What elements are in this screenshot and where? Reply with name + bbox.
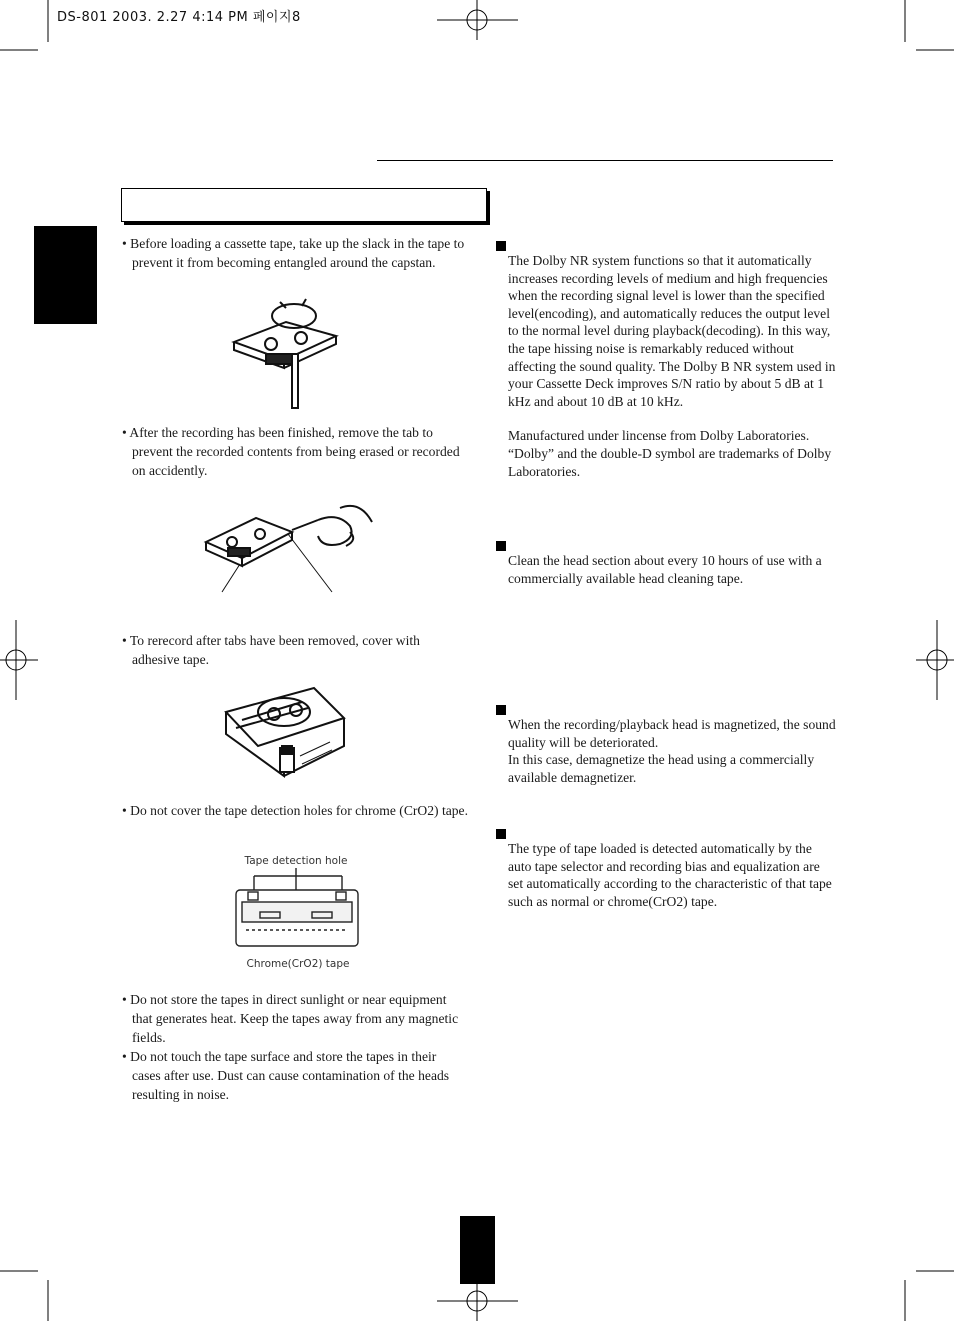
demagnetize-section: When the recording/playback head is magnetized, the sound quality will be deteriorated. In this case, demagnetize the head using a commercially available demagnetizer. — [496, 705, 836, 786]
bullet-remove-tab: • After the recording has been finished, remove the tab to prevent the recorded contents from being erased or recorded on accidently. — [122, 425, 460, 478]
adhesive-tape-figure — [222, 684, 348, 778]
print-info-header: DS-801 2003. 2.27 4:14 PM 페이지8 — [57, 10, 301, 25]
detection-hole-label: Tape detection hole — [244, 855, 348, 867]
detection-hole-figure — [230, 850, 365, 974]
section-marker — [496, 241, 506, 251]
top-rule — [377, 160, 833, 161]
bullet-storage: • Do not store the tapes in direct sunlight or near equipment that generates heat. Keep the tapes away from any magnetic fields. • Do not touch the tape surface and store the tapes in their cases after use. Dust can cause contamination of the heads resulting in noise. — [122, 992, 459, 1102]
bullet-detection-holes: • Do not cover the tape detection holes for chrome (CrO2) tape. — [122, 803, 468, 818]
cassette-slack-figure — [226, 294, 346, 412]
remove-tab-figure — [200, 498, 380, 594]
bullet-rerecord: • To rerecord after tabs have been removed, cover with adhesive tape. — [122, 633, 420, 667]
dolby-section: The Dolby NR system functions so that it automatically increases recording levels of medium and high frequencies when the recording signal level is lower than the specified level(encoding), and automatically reduces the output level to the normal level during playback(decoding). In this way, the tape hissing noise is remarkably reduced without affecting the sound quality. The Dolby B NR system used in your Cassette Deck improves S/N ratio by about 5 dB at 1 kHz and about 10 dB at 10 kHz. Manufactured under lincense from Dolby Laboratories. “Dolby” and the double-D symbol are trademarks of Dolby Laboratories. — [496, 241, 836, 480]
bullet-slack: • Before loading a cassette tape, take up the slack in the tape to prevent it from becoming entangled around the capstan. — [122, 236, 465, 270]
section-title-box — [121, 188, 487, 222]
language-side-tab — [34, 226, 97, 324]
chrome-tape-label: Chrome(CrO2) tape — [246, 958, 350, 970]
section-marker — [496, 829, 506, 839]
section-marker — [496, 541, 506, 551]
section-marker — [496, 705, 506, 715]
page-number-tab — [460, 1216, 495, 1284]
cleaning-section: Clean the head section about every 10 hours of use with a commercially available head cleaning tape. — [496, 541, 836, 587]
tape-selector-section: The type of tape loaded is detected automatically by the auto tape selector and recording bias and equalization are set automatically according to the characteristic of that tape such as normal or chrome(CrO2) tape. — [496, 829, 836, 910]
